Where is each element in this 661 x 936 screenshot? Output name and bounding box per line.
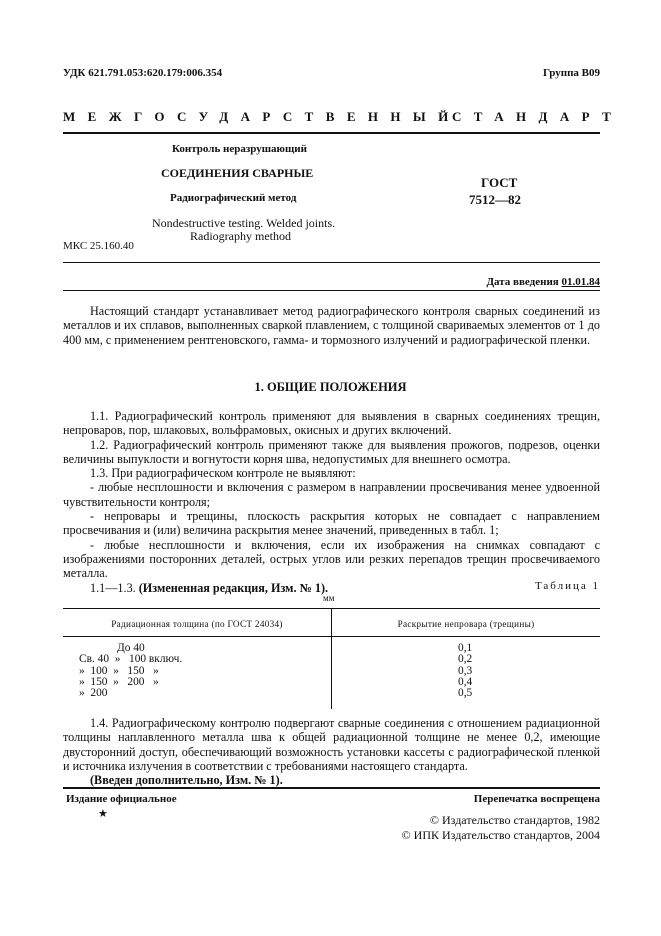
section-heading: 1. ОБЩИЕ ПОЛОЖЕНИЯ: [254, 380, 407, 394]
official-edition: Издание официальное: [66, 793, 177, 805]
effective-date-value: 01.01.84: [561, 276, 600, 288]
reprint-notice: Перепечатка воспрещена: [473, 793, 600, 805]
edit-note-prefix: 1.1—1.3.: [90, 580, 139, 595]
table-cell: 0,1: [458, 642, 473, 654]
banner-rule: [63, 132, 600, 134]
table-header-thickness: Радиационная толщина (по ГОСТ 24034): [111, 619, 283, 629]
table-cell: 0,2: [458, 653, 473, 666]
copyright-2004: © ИПК Издательство стандартов, 2004: [401, 828, 600, 842]
table-thickness-column: [79, 643, 182, 699]
para-1-4-note: (Введен дополнительно, Изм. № 1).: [90, 773, 283, 788]
table-cell: 0,5: [458, 687, 473, 700]
intro-paragraph: [63, 304, 600, 347]
banner-right: СТАНДАРТ: [452, 109, 624, 124]
mks-code: МКС 25.160.40: [63, 240, 134, 252]
table-header-opening: Раскрытие непровара (трещины): [397, 619, 535, 629]
table-cell: » 200: [79, 687, 108, 700]
table-cell: 0,3: [458, 664, 473, 677]
copyright-1982: © Издательство стандартов, 1982: [429, 813, 600, 827]
section1-body: [63, 409, 600, 595]
table-caption: Таблица 1: [534, 580, 600, 592]
para-1-4-block: [63, 716, 600, 787]
table-cell: » 100 » 150 »: [79, 664, 159, 677]
date-rule: [63, 290, 600, 291]
table-cell: » 150 » 200 »: [79, 675, 159, 688]
bullet-2: - непровары и трещины, плоскость раскрытия которых не совпадает с направлением просвечивания и (или) величина раскрытия менее значений, приведенных в табл. 1;: [63, 509, 600, 538]
table-cell: Св. 40 » 100 включ.: [79, 653, 183, 666]
para-1-1: 1.1. Радиографический контроль применяют для выявления в сварных соединениях трещин, непроваров, пор, шлаковых, вольфрамовых, окисных и других включений.: [63, 409, 600, 438]
title-rule: [63, 262, 600, 263]
star-icon: ★: [98, 807, 108, 820]
title-line2: СОЕДИНЕНИЯ СВАРНЫЕ: [161, 166, 314, 180]
para-1-2: 1.2. Радиографический контроль применяют также для выявления прожогов, подрезов, оценки величины выпуклости и вогнутости корня шва, недопустимых для внешнего осмотра.: [63, 437, 600, 466]
para-1-4: 1.4. Радиографическому контролю подвергают сварные соединения с отношением радиационной толщины наплавленного металла шва к общей радиационной толщине не менее 0,2, имеющие двусторонний доступ, обеспечивающий возможность установки кассеты с радиографической пленкой и источника излучения в соответствии с требованиями настоящего стандарта.: [63, 716, 600, 773]
table-header-rule: [63, 636, 600, 637]
gost-label: ГОСТ: [481, 175, 518, 190]
title-en-line2: Radiography method: [190, 229, 291, 243]
table-cell: До 40: [117, 642, 145, 654]
gost-number: 7512—82: [469, 192, 521, 207]
table-opening-column: [458, 643, 472, 699]
group-code: Группа В09: [542, 67, 600, 79]
footer-rule: [63, 787, 600, 789]
intro-text: Настоящий стандарт устанавливает метод радиографического контроля сварных соединений из металлов и их сплавов, выполненных сваркой плавлением, с толщиной свариваемых элементов от 1 до 400 мм, с применением рентгеновского, гамма- и тормозного излучений и радиографической пленки.: [63, 304, 600, 347]
bullet-3: - любые несплошности и включения, если их изображения на снимках совпадают с изображениями посторонних деталей, острых углов или резких перепадов трещин просвечиваемого металла.: [63, 537, 600, 581]
table-unit: мм: [323, 593, 335, 603]
title-en-line1: Nondestructive testing. Welded joints.: [152, 216, 336, 230]
edit-note-text: (Измененная редакция, Изм. № 1).: [138, 580, 329, 595]
effective-date: [486, 276, 600, 288]
title-line1: Контроль неразрушающий: [172, 143, 307, 155]
table-cell: 0,4: [458, 675, 473, 688]
udk-code: УДК 621.791.053:620.179:006.354: [63, 67, 223, 79]
title-line3: Радиографический метод: [170, 192, 297, 204]
bullet-1: - любые несплошности и включения с размером в направлении просвечивания менее удвоенной чувствительности контроля;: [63, 480, 600, 509]
banner-left: МЕЖГОСУДАРСТВЕННЫЙ: [63, 109, 461, 124]
para-1-3: 1.3. При радиографическом контроле не выявляют:: [90, 466, 356, 481]
effective-date-label: Дата введения: [486, 276, 559, 288]
